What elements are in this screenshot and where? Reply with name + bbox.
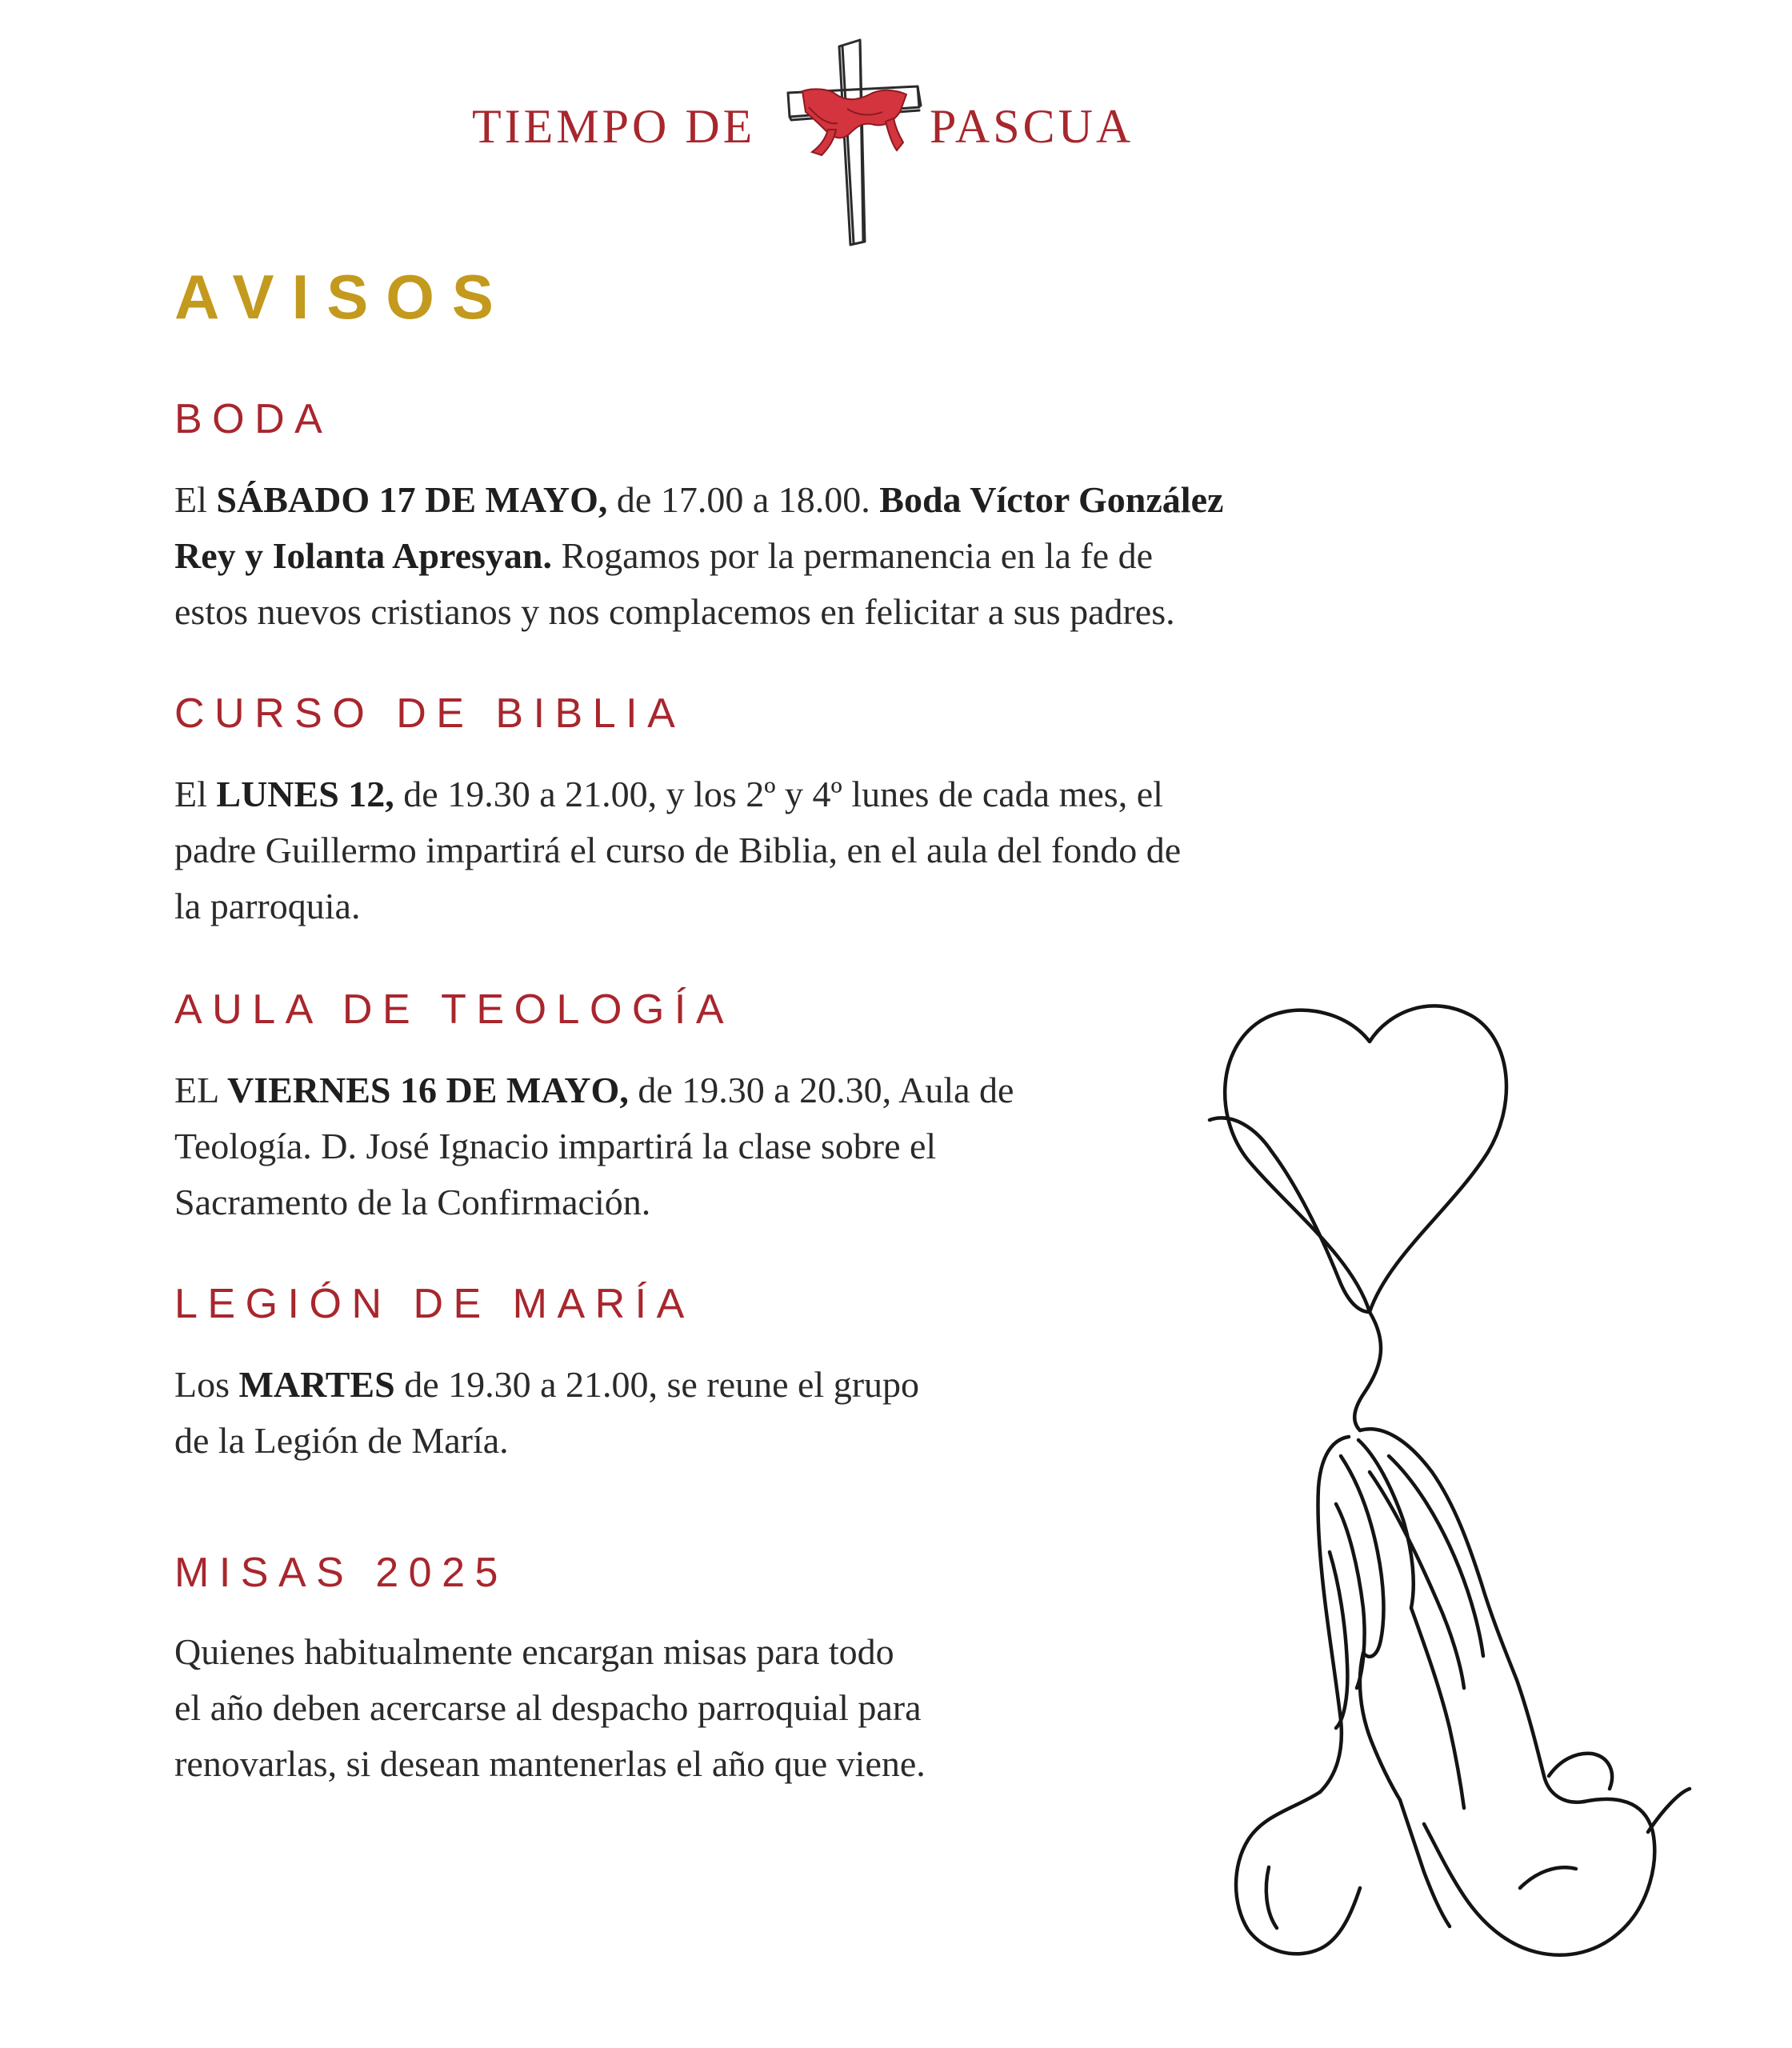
section-body-curso-biblia (174, 766, 1390, 934)
bold-date: VIERNES 16 DE MAYO, (227, 1070, 629, 1110)
text-run: de 17.00 a 18.00. (607, 479, 880, 520)
page-title: AVISOS (174, 262, 511, 332)
text-line: estos nuevos cristianos y nos complacemos en felicitar a sus padres. (174, 591, 1175, 632)
text-line: Sacramento de la Confirmación. (174, 1182, 651, 1222)
section-heading-misas-2025: MISAS 2025 (174, 1550, 508, 1596)
text-line: Teología. D. José Ignacio impartirá la clase sobre el (174, 1126, 937, 1166)
bold-names: Boda Víctor González (879, 479, 1224, 520)
section-heading-legion-maria: LEGIÓN DE MARÍA (174, 1281, 694, 1327)
text-line: renovarlas, si desean mantenerlas el año que viene. (174, 1743, 926, 1784)
section-heading-curso-biblia: CURSO DE BIBLIA (174, 690, 686, 737)
text-run: de 19.30 a 21.00, se reune el grupo (394, 1364, 920, 1405)
text-run: de 19.30 a 20.30, Aula de (628, 1070, 1014, 1110)
text-line: de la Legión de María. (174, 1420, 509, 1461)
text-run: Rogamos por la permanencia en la fe de (551, 535, 1154, 576)
header-title-right: PASCUA (930, 100, 1134, 153)
text-run: El (174, 479, 217, 520)
section-body-boda (174, 472, 1390, 640)
header-title-left: TIEMPO DE (472, 100, 756, 153)
section-heading-aula-teologia: AULA DE TEOLOGÍA (174, 986, 734, 1033)
bold-names: Rey y Iolanta Apresyan. (174, 535, 552, 576)
bold-date: LUNES 12, (216, 774, 394, 814)
text-line (174, 766, 1390, 822)
text-line: padre Guillermo impartirá el curso de Biblia, en el aula del fondo de (174, 830, 1182, 870)
text-run: de 19.30 a 21.00, y los 2º y 4º lunes de cada mes, el (394, 774, 1163, 814)
text-line: la parroquia. (174, 886, 361, 926)
praying-hands-heart-icon (1200, 992, 1696, 1984)
text-line (174, 472, 1390, 528)
bold-day: MARTES (238, 1364, 395, 1405)
text-run: El (174, 774, 217, 814)
text-run: EL (174, 1070, 227, 1110)
text-run: Los (174, 1364, 239, 1405)
section-heading-boda: BODA (174, 396, 333, 442)
text-line: el año deben acercarse al despacho parroquial para (174, 1687, 922, 1728)
text-line (174, 528, 1390, 584)
text-line: Quienes habitualmente encargan misas para todo (174, 1631, 894, 1672)
cross-with-red-cloth-icon (780, 35, 924, 246)
bold-date: SÁBADO 17 DE MAYO, (216, 479, 608, 520)
